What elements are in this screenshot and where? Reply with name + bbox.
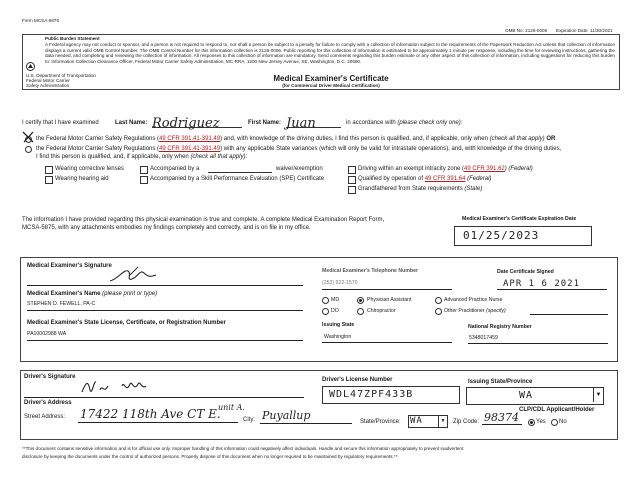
qualified-op-link[interactable]: 49 CFR 391.64 xyxy=(424,176,466,182)
spe-checkbox[interactable] xyxy=(140,176,148,184)
examiner-phone-label: Medical Examiner's Telephone Number xyxy=(322,268,418,274)
agency-line2: Federal Motor Carrier xyxy=(26,78,70,83)
city-line xyxy=(260,423,352,424)
issuing-state-value: Washington xyxy=(324,334,352,340)
option2-line2-text: I find this person is qualified, and, if applicable, only when xyxy=(36,154,189,160)
first-name-field[interactable] xyxy=(286,114,341,131)
chiropractor-radio[interactable] xyxy=(357,308,364,315)
unit-value: unit A. xyxy=(218,403,245,412)
zip-code-label: Zip Code: xyxy=(453,419,480,425)
burden-statement-box xyxy=(22,34,620,90)
spe-label: Accompanied by a Skill Performance Evaluation (SPE) Certificate xyxy=(150,176,325,182)
certify-prefix: I certify that I have examined xyxy=(22,120,99,126)
driver-signature-label: Driver's Signature xyxy=(24,374,76,380)
registry-number-label: National Registry Number xyxy=(468,324,532,330)
option1-or: OR xyxy=(546,136,556,142)
qualified-operation-label xyxy=(358,176,491,183)
state-province-select[interactable] xyxy=(408,415,448,428)
examiner-signature-line xyxy=(27,285,303,286)
exempt-zone-a: Driving within an exempt intracity zone ( xyxy=(358,166,465,172)
street-address-line xyxy=(78,422,238,423)
footer-line1: **This document contains sensitive information and is for official use only. Improper handling of this information could negatively affect individuals. Handle and secure this information appropriately to prevent inadvertent xyxy=(22,446,464,451)
option1-note: (check all that apply) xyxy=(489,136,545,142)
exempt-zone-b: ) (Federal) xyxy=(504,166,533,172)
examiner-license-value: PA10002988 WA xyxy=(27,331,67,337)
driver-license-value: WDL47ZPF433B xyxy=(329,389,414,400)
omb-number: OMB No: 2126-0006 xyxy=(505,28,548,33)
statement-line1: The information I have provided regarding this physical examination is true and complete. A complete Medical Examination Report Form, xyxy=(22,217,385,223)
option2-line2-note: (check all that apply): xyxy=(190,154,248,160)
hearing-aid-checkbox[interactable] xyxy=(45,176,53,184)
agency-line1: U.S. Department of Transportation xyxy=(26,73,96,78)
clp-yes-label: Yes xyxy=(536,419,546,425)
qualified-op-a: Qualified by operation of xyxy=(358,176,424,182)
burden-title: Public Burden Statement xyxy=(45,36,100,41)
other-practitioner-note: (specify) xyxy=(486,308,506,314)
handwritten-x-mark xyxy=(21,130,35,144)
other-practitioner-text: Other Practitioner xyxy=(444,308,485,314)
examiner-name-note: (please print or type) xyxy=(102,291,158,297)
other-practitioner-label xyxy=(444,308,506,314)
waiver-label: waiver/exemption xyxy=(276,166,323,172)
driver-issuing-state-label: Issuing State/Province xyxy=(468,379,533,385)
state-variances-radio[interactable] xyxy=(25,146,32,153)
physician-assistant-label: Physician Assistant xyxy=(367,297,412,303)
exempt-zone-checkbox[interactable] xyxy=(348,166,356,174)
examiner-phone-value: (253) 922-1570 xyxy=(322,280,358,286)
option2-b: ) with any applicable State variances (which will only be valid for intrastate operations), and, with knowledge of the driving duties, xyxy=(220,146,562,152)
exempt-zone-label xyxy=(358,166,533,173)
page-subtitle: (for Commercial Driver Medical Certification) xyxy=(282,83,380,88)
option1-b: ) and, with knowledge of the driving duties, I find this person is qualified, and, if applicable, only when xyxy=(220,136,488,142)
examiner-name-label xyxy=(27,291,157,298)
md-label: MD xyxy=(331,297,340,303)
last-name-label: Last Name: xyxy=(115,120,148,126)
first-name-label: First Name: xyxy=(248,120,282,126)
grandfathered-text: Grandfathered from State requirements xyxy=(358,186,463,192)
burden-text: A Federal agency may not conduct or sponsor, and a person is not required to respond to, nor shall a person be subject to a penalty for failure to comply with a collection of information subject to the requirements of the Paperwork Reduction Act unless that collection of information displays a current valid OMB Control Number. The OMB Control Number for this information collection is 2126-0006. Public reporting for this collection of information is estimated to be approximately 1 minute per response, including the time for reviewing instructions, gathering the data needed, and completing and reviewing the collection of information. All responses to this collection of information are mandatory. Send comments regarding this burden estimate or any other aspect of this collection of information, including suggestions for reducing this burden to: Information Collection Clearance Officer, Federal Motor Carrier Safety Administration, MC-RRA, 1200 New Jersey Avenue, SE, Washington, D.C. 20590. xyxy=(45,42,615,64)
certify-suffix-text: in accordance with xyxy=(346,120,396,126)
option2-cfr-link[interactable]: 49 CFR 391.41-391.49 xyxy=(159,146,221,152)
corrective-lenses-checkbox[interactable] xyxy=(45,166,53,174)
driver-license-label: Driver's License Number xyxy=(322,377,393,383)
physician-assistant-radio[interactable] xyxy=(357,297,364,304)
qualified-op-b: (Federal) xyxy=(467,176,492,182)
date-signed-line xyxy=(497,289,607,290)
qualified-operation-checkbox[interactable] xyxy=(348,176,356,184)
state-province-value: WA xyxy=(410,416,423,426)
advanced-practice-nurse-radio[interactable] xyxy=(435,297,442,304)
other-practitioner-radio[interactable] xyxy=(435,308,442,315)
clp-no-label: No xyxy=(559,419,567,425)
grandfathered-label xyxy=(358,186,482,193)
city-value: Puyallup xyxy=(262,409,311,422)
examiner-name-label-text: Medical Examiner's Name xyxy=(27,291,101,297)
registry-number-value: 5348017459 xyxy=(469,335,498,341)
exempt-zone-link[interactable]: 49 CFR 391.62 xyxy=(464,166,505,172)
expiration-date-value: 01/25/2023 xyxy=(463,229,540,242)
expiration-date-field[interactable] xyxy=(454,226,592,246)
statement-line2: MCSA-5875, with any attachments embodies my findings completely and correctly, and is on file in my office. xyxy=(22,225,311,231)
waiver-checkbox[interactable] xyxy=(140,166,148,174)
driver-signature-image xyxy=(78,376,198,398)
agency-line3: Safety Administration xyxy=(26,83,70,88)
do-label: DO xyxy=(331,308,339,314)
driver-license-field[interactable] xyxy=(322,386,460,404)
do-radio[interactable] xyxy=(322,308,329,315)
examiner-name-value: STEPHEN D. FEWELL, PA-C xyxy=(27,301,96,307)
examiner-name-line xyxy=(27,310,303,311)
chevron-down-icon[interactable]: ▼ xyxy=(438,416,447,427)
issuing-state-label: Issuing State xyxy=(322,322,355,328)
option2-line2 xyxy=(36,154,247,161)
clp-no-radio[interactable] xyxy=(551,419,558,426)
driver-issuing-state-select[interactable] xyxy=(466,387,604,405)
corrective-lenses-label: Wearing corrective lenses xyxy=(55,166,124,172)
zip-code-value: 98374 xyxy=(484,411,519,424)
option1-cfr-link[interactable]: 49 CFR 391.41-391.49 xyxy=(159,136,221,142)
first-name-value: Juan xyxy=(286,116,316,131)
certify-suffix xyxy=(346,120,462,127)
hearing-aid-label: Wearing hearing aid xyxy=(55,176,109,182)
clp-yes-radio[interactable] xyxy=(528,419,535,426)
advanced-practice-nurse-label: Advanced Practice Nurse xyxy=(444,297,503,303)
chiropractor-label: Chiropractor xyxy=(367,308,396,314)
driver-signature-line xyxy=(24,397,304,398)
issuing-state-line xyxy=(322,342,452,343)
examiner-license-label: Medical Examiner's State License, Certificate, or Registration Number xyxy=(27,320,226,326)
expiration-date-label: Medical Examiner's Certificate Expiration Date xyxy=(462,216,577,222)
option1-a: the Federal Motor Carrier Safety Regulations ( xyxy=(36,136,160,142)
expiration-notice: Expiration Date: 11/30/2021 xyxy=(556,28,613,33)
accompanied-by-label: Accompanied by a xyxy=(150,166,200,172)
state-province-label: State/Province: xyxy=(360,419,401,425)
md-radio[interactable] xyxy=(322,297,329,304)
examiner-license-line xyxy=(27,340,303,341)
date-signed-label: Date Certificate Signed xyxy=(497,269,554,275)
driver-address-label: Driver's Address xyxy=(24,400,72,406)
option2-a: the Federal Motor Carrier Safety Regulations ( xyxy=(36,146,160,152)
chevron-down-icon[interactable]: ▼ xyxy=(593,388,603,402)
examiner-signature-label: Medical Examiner's Signature xyxy=(27,263,112,269)
street-address-label: Street Address: xyxy=(24,414,66,420)
last-name-value: Rodriguez xyxy=(152,116,220,131)
option2-text xyxy=(36,146,561,153)
examiner-phone-line xyxy=(322,289,452,290)
dot-logo-icon xyxy=(26,58,35,67)
page-title: Medical Examiner's Certificate xyxy=(273,74,389,83)
driver-issuing-state-value: WA xyxy=(519,390,534,401)
street-address-value: 17422 118th Ave CT E. xyxy=(80,407,221,421)
examiner-signature-image xyxy=(108,263,158,285)
form-number: Form MCSA-5876 xyxy=(22,18,60,23)
last-name-field[interactable] xyxy=(152,114,242,131)
certify-suffix-note: (please check only one): xyxy=(397,120,463,126)
waiver-type-field[interactable] xyxy=(208,165,272,173)
footer-line2: disclosure by keeping the documents under the control of authorized persons. Properly dispose of this document when no longer required to be maintained by regulatory requirements.** xyxy=(22,454,398,459)
option1-text xyxy=(36,136,555,143)
grandfathered-checkbox[interactable] xyxy=(348,186,356,194)
date-signed-value: APR 1 6 2021 xyxy=(503,279,581,289)
clp-cdl-label: CLP/CDL Applicant/Holder xyxy=(519,407,595,413)
grandfathered-note: (State) xyxy=(464,186,483,192)
city-label: City: xyxy=(243,417,255,423)
other-practitioner-line xyxy=(530,314,608,315)
zip-code-line xyxy=(482,424,522,425)
registry-number-line xyxy=(468,343,608,344)
